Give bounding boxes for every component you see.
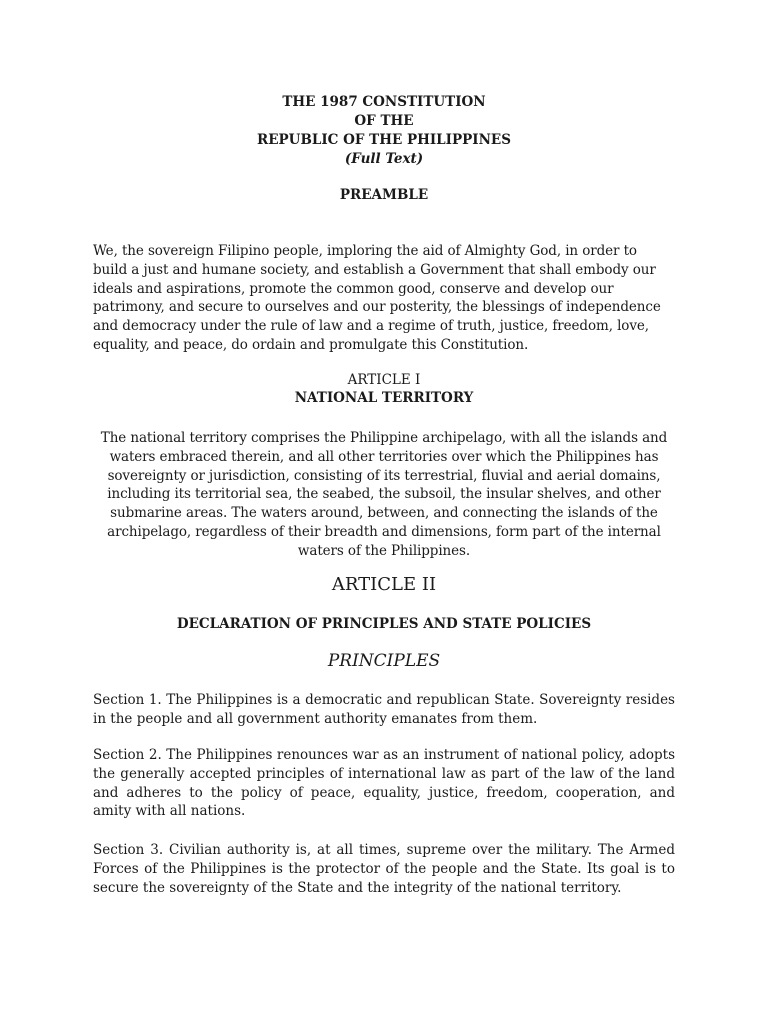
territory-line: archipelago, regardless of their breadth and dimensions, form part of the internal <box>107 523 661 540</box>
title-line-3: REPUBLIC OF THE PHILIPPINES <box>257 132 511 148</box>
national-territory-paragraph <box>98 429 670 561</box>
title-line-1: THE 1987 CONSTITUTION <box>282 94 486 110</box>
section-3-paragraph: Section 3. Civilian authority is, at all times, supreme over the military. The Armed Forces of the Philippines is the protector of the people and the State. Its goal is to secure the sovereignty of the State and the integrity of the national territory. <box>93 842 675 896</box>
article-2-label: ARTICLE II <box>331 574 437 595</box>
preamble-line: and democracy under the rule of law and a regime of truth, justice, freedom, love, <box>93 318 649 335</box>
preamble-line: ideals and aspirations, promote the common good, conserve and develop our <box>93 280 614 297</box>
preamble-line: build a just and humane society, and establish a Government that shall embody our <box>93 261 656 278</box>
territory-line: sovereignty or jurisdiction, consisting of its terrestrial, fluvial and aerial domains, <box>107 467 661 484</box>
title-line-2: OF THE <box>354 113 414 129</box>
preamble-heading: PREAMBLE <box>339 187 429 203</box>
preamble-line: We, the sovereign Filipino people, imploring the aid of Almighty God, in order to <box>93 243 637 259</box>
document-title <box>0 93 768 169</box>
section-1-paragraph: Section 1. The Philippines is a democratic and republican State. Sovereignty resides in the people and all government authority emanates from them. <box>93 692 675 727</box>
article-1-title: NATIONAL TERRITORY <box>294 390 474 406</box>
principles-heading: PRINCIPLES <box>327 651 441 671</box>
territory-line: submarine areas. The waters around, between, and connecting the islands of the <box>110 505 658 522</box>
territory-line: including its territorial sea, the seabed, the subsoil, the insular shelves, and other <box>107 486 661 503</box>
article-2-title: DECLARATION OF PRINCIPLES AND STATE POLICIES <box>176 616 592 632</box>
section-2-paragraph: Section 2. The Philippines renounces war as an instrument of national policy, adopts the generally accepted principles of international law as part of the law of the land and adheres to the policy of peace, equality, justice, freedom, cooperation, and amity with all nations. <box>93 747 675 820</box>
territory-line: The national territory comprises the Philippine archipelago, with all the islands and <box>100 430 668 446</box>
preamble-line: equality, and peace, do ordain and promulgate this Constitution. <box>93 336 529 353</box>
territory-line: waters embraced therein, and all other territories over which the Philippines has <box>109 448 659 465</box>
article-1-label: ARTICLE I <box>347 372 421 388</box>
territory-line: waters of the Philippines. <box>297 542 471 559</box>
preamble-paragraph <box>93 242 683 355</box>
preamble-line: patrimony, and secure to ourselves and our posterity, the blessings of independence <box>93 299 661 316</box>
title-subtitle: (Full Text) <box>344 151 424 167</box>
